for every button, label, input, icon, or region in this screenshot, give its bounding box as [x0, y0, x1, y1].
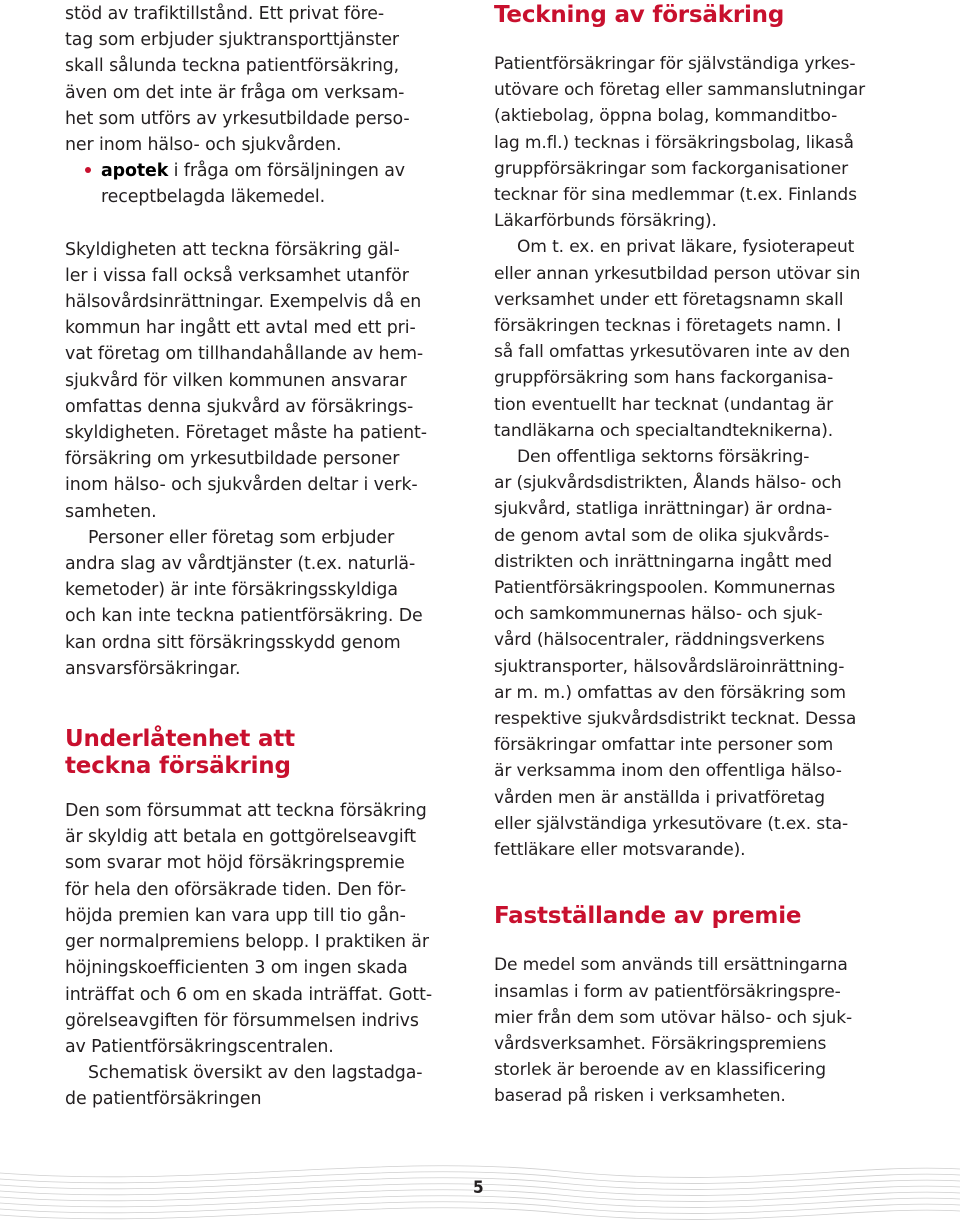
text-line: Läkarförbunds försäkring).: [494, 211, 717, 232]
left-column: [65, 1, 475, 1113]
paragraph-schematisk: [65, 1060, 475, 1112]
text-line: Patientförsäkringspoolen. Kommunernas: [494, 578, 836, 599]
text-line: het som utförs av yrkesutbildade perso-: [65, 108, 410, 129]
text-line: distrikten och inrättningarna ingått med: [494, 551, 832, 572]
text-line: av Patientförsäkringscentralen.: [65, 1036, 334, 1057]
text-line: gruppförsäkring som hans fackorganisa-: [494, 368, 834, 389]
text-line: försäkring om yrkesutbildade personer: [65, 449, 400, 470]
text-line: Om t. ex. en privat läkare, fysioterapeut: [517, 237, 855, 258]
text-line: tandläkarna och specialtandteknikerna).: [494, 420, 834, 441]
spacer: [494, 29, 934, 51]
paragraph-gottgorelse: [65, 798, 475, 1060]
bullet-line: [85, 158, 475, 184]
spacer: [65, 780, 475, 798]
text-line: höjningskoefficienten 3 om ingen skada: [65, 958, 408, 979]
bullet-bold-term: apotek: [101, 161, 169, 182]
text-line: eller självständiga yrkesutövare (t.ex. sta-: [494, 813, 848, 834]
text-line: skall sålunda teckna patientförsäkring,: [65, 56, 400, 77]
spacer: [494, 930, 934, 952]
text-line: hälsovårdsinrättningar. Exempelvis då en: [65, 292, 422, 313]
text-line: ler i vissa fall också verksamhet utanför: [65, 265, 409, 286]
text-line: tecknar för sina medlemmar (t.ex. Finlands: [494, 185, 857, 206]
bullet-continuation: receptbelagda läkemedel.: [101, 187, 326, 208]
text-line: även om det inte är fråga om verksam-: [65, 82, 405, 103]
text-line: respektive sjukvårdsdistrikt tecknat. Dessa: [494, 709, 857, 730]
intro-paragraph: [65, 1, 475, 158]
text-line: vat företag om tillhandahållande av hem-: [65, 344, 424, 365]
paragraph-offentliga-sektorn: [494, 444, 934, 863]
text-line: (aktiebolag, öppna bolag, kommanditbo-: [494, 106, 838, 127]
text-line: De medel som används till ersättningarna: [494, 955, 848, 976]
text-line: är verksamma inom den offentliga hälso-: [494, 761, 842, 782]
text-line: sjukvård för vilken kommunen ansvarar: [65, 370, 407, 391]
text-line: vården men är anställda i privatföretag: [494, 787, 825, 808]
spacer: [65, 211, 475, 237]
text-line: inom hälso- och sjukvården deltar i verk-: [65, 475, 418, 496]
text-line: stöd av trafiktillstånd. Ett privat före-: [65, 4, 385, 24]
text-line: sjuktransporter, hälsovårdsläroinrättning-: [494, 656, 845, 677]
text-line: höjda premien kan vara upp till tio gån-: [65, 905, 406, 926]
paragraph-om-t-ex: [494, 234, 934, 444]
text-line: ansvarsförsäkringar.: [65, 658, 241, 679]
page-number: 5: [473, 1178, 484, 1198]
text-line: ar (sjukvårdsdistrikten, Ålands hälso- och: [494, 473, 842, 494]
text-line: görelseavgiften för försummelsen indrivs: [65, 1010, 419, 1031]
paragraph-personer: [65, 525, 475, 682]
text-line: Schematisk översikt av den lagstadga-: [88, 1063, 423, 1084]
text-line: kan ordna sitt försäkringsskydd genom: [65, 632, 401, 653]
right-column: [494, 2, 934, 1110]
text-line: tag som erbjuder sjuktransporttjänster: [65, 30, 399, 51]
text-line: eller annan yrkesutbildad person utövar sin: [494, 263, 861, 284]
text-line: Patientförsäkringar för självständiga yrkes-: [494, 54, 856, 74]
section-heading-teckning: Teckning av försäkring: [494, 2, 785, 28]
text-line: fettläkare eller motsvarande).: [494, 840, 746, 861]
bullet-item-apotek: [65, 158, 475, 210]
text-line: ger normalpremiens belopp. I praktiken är: [65, 932, 429, 953]
text-line: vård (hälsocentraler, räddningsverkens: [494, 630, 825, 651]
text-line: lag m.fl.) tecknas i försäkringsbolag, likaså: [494, 132, 854, 153]
paragraph-patientforsakringar: [494, 51, 934, 234]
text-line: inträffat och 6 om en skada inträffat. Gott-: [65, 984, 433, 1005]
bullet-dot-icon: [85, 167, 91, 173]
text-line: och kan inte teckna patientförsäkring. De: [65, 606, 423, 627]
text-line: utövare och företag eller sammanslutningar: [494, 80, 866, 101]
text-line: vårdsverksamhet. Försäkringspremiens: [494, 1033, 827, 1054]
text-line: insamlas i form av patientförsäkringspre-: [494, 981, 841, 1002]
spacer: [65, 682, 475, 726]
text-line: omfattas denna sjukvård av försäkrings-: [65, 396, 414, 417]
text-line: baserad på risken i verksamheten.: [494, 1086, 786, 1107]
text-line: kemetoder) är inte försäkringsskyldiga: [65, 580, 398, 601]
spacer: [494, 863, 934, 903]
text-line: Personer eller företag som erbjuder: [88, 527, 395, 548]
bullet-text: i fråga om försäljningen av: [168, 161, 405, 182]
text-line: verksamhet under ett företagsnamn skall: [494, 289, 844, 310]
section-heading-faststallande: Fastställande av premie: [494, 903, 802, 930]
paragraph-skyldigheten: [65, 237, 475, 525]
paragraph-medel: [494, 952, 934, 1109]
text-line: försäkringar omfattar inte personer som: [494, 735, 834, 756]
text-line: storlek är beroende av en klassificering: [494, 1060, 826, 1081]
text-line: gruppförsäkringar som fackorganisationer: [494, 158, 848, 179]
text-line: skyldigheten. Företaget måste ha patient-: [65, 423, 427, 444]
text-line: kommun har ingått ett avtal med ett pri-: [65, 318, 416, 339]
text-line: Den som försummat att teckna försäkring: [65, 801, 427, 822]
text-line: försäkringen tecknas i företagets namn. I: [494, 316, 842, 337]
text-line: de patientförsäkringen: [65, 1089, 262, 1110]
text-line: samheten.: [65, 501, 157, 522]
text-line: ner inom hälso- och sjukvården.: [65, 135, 342, 156]
text-line: mier från dem som utövar hälso- och sjuk-: [494, 1007, 852, 1028]
heading-line: Underlåtenhet att: [65, 726, 295, 753]
text-line: och samkommunernas hälso- och sjuk-: [494, 604, 823, 625]
text-line: som svarar mot höjd försäkringspremie: [65, 853, 405, 874]
text-line: sjukvård, statliga inrättningar) är ordna-: [494, 499, 832, 520]
text-line: andra slag av vårdtjänster (t.ex. naturlä-: [65, 554, 416, 575]
text-line: Skyldigheten att teckna försäkring gäl-: [65, 239, 400, 260]
text-line: så fall omfattas yrkesutövaren inte av den: [494, 342, 851, 363]
text-line: Den offentliga sektorns försäkring-: [517, 447, 810, 468]
text-line: för hela den oförsäkrade tiden. Den för-: [65, 879, 407, 900]
text-line: ar m. m.) omfattas av den försäkring som: [494, 682, 846, 703]
heading-line: teckna försäkring: [65, 753, 291, 780]
text-line: de genom avtal som de olika sjukvårds-: [494, 525, 830, 546]
text-line: tion eventuellt har tecknat (undantag är: [494, 394, 834, 415]
section-heading-underlatenhet: [65, 726, 475, 780]
text-line: är skyldig att betala en gottgörelseavgift: [65, 827, 417, 848]
